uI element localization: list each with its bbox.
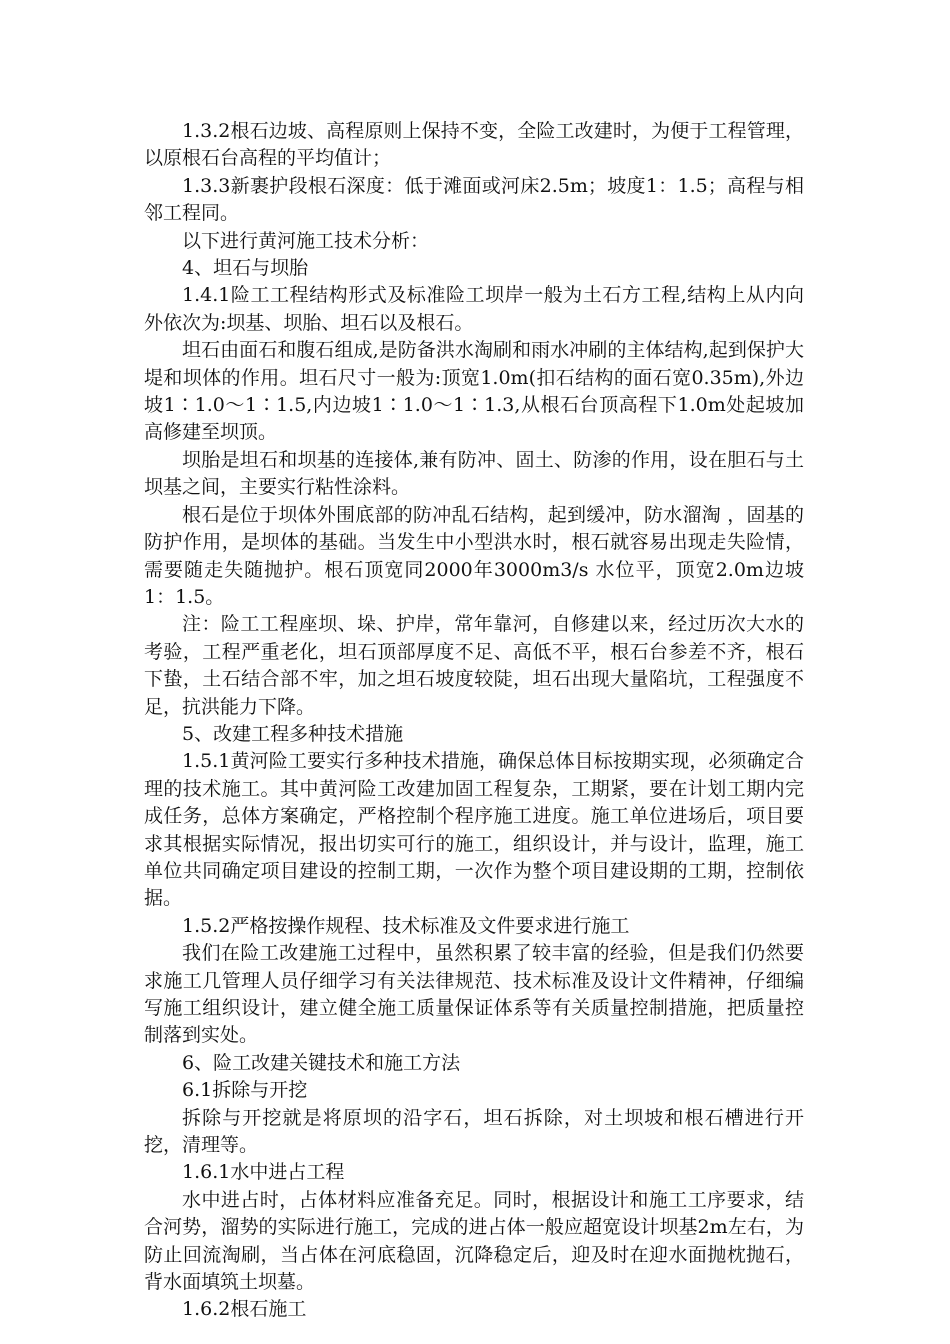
paragraph-1-3-2: 1.3.2根石边坡、高程原则上保持不变，全险工改建时，为便于工程管理，以原根石台高程的平均值计； (144, 120, 804, 170)
subheading-1-6-1: 1.6.1水中进占工程 (182, 1161, 345, 1184)
paragraph-water-advance: 水中进占时，占体材料应准备充足。同时，根据设计和施工工序要求，结合河势，溜势的实际进行施工，完成的进占体一般应超宽设计坝基2m左右，为防止回流淘刷，当占体在河底稳固，沉降稳定后，迎及时在迎水面抛枕抛石，背水面填筑土坝墓。 (144, 1188, 804, 1294)
paragraph-note: 注：险工工程座坝、垛、护岸，常年靠河，自修建以来，经过历次大水的考验，工程严重老化，坦石顶部厚度不足、高低不平，根石台参差不齐，根石下蛰，土石结合部不牢，加之坦石坡度较陡，坦石出现大量陷坑，工程强度不足，抗洪能力下降。 (144, 613, 804, 718)
section-heading-5: 5、改建工程多种技术措施 (182, 722, 404, 745)
paragraph-1-5-2: 1.5.2严格按操作规程、技术标准及文件要求进行施工 (182, 914, 630, 937)
subheading-6-1: 6.1拆除与开挖 (182, 1079, 308, 1102)
paragraph-genshi: 根石是位于坝体外围底部的防冲乱石结构，起到缓冲，防水溜淘 ，固基的防护作用，是坝体的基础。当发生中小型洪水时，根石就容易出现走失险情，需要随走失随抛护。根石顶宽同2000年3000m3/s 水位平，顶宽2.0m边坡1：1.5。 (144, 503, 804, 608)
document-page (144, 118, 804, 1324)
section-heading-4: 4、坦石与坝胎 (182, 257, 309, 280)
paragraph-1-4-1: 1.4.1险工工程结构形式及标准险工坝岸一般为土石方工程,结构上从内向外依次为:坝基、坝胎、坦石以及根石。 (144, 284, 804, 334)
paragraph-experience: 我们在险工改建施工过程中，虽然积累了较丰富的经验，但是我们仍然要求施工几管理人员仔细学习有关法律规范、技术标准及设计文件精神，仔细编写施工组织设计，建立健全施工质量保证体系等有关质量控制措施，把质量控制落到实处。 (144, 942, 804, 1047)
subheading-1-6-2: 1.6.2根石施工 (182, 1298, 307, 1321)
paragraph-1-5-1: 1.5.1黄河险工要实行多种技术措施，确保总体目标按期实现，必须确定合理的技术施工。其中黄河险工改建加固工程复杂，工期紧，要在计划工期内完成任务，总体方案确定，严格控制个程序施工进度。施工单位进场后，项目要求其根据实际情况，报出切实可行的施工，组织设计，并与设计，监理，施工单位共同确定项目建设的控制工期，一次作为整个项目建设期的工期，控制依据。 (144, 750, 804, 910)
paragraph-tanshi: 坦石由面石和腹石组成,是防备洪水淘刷和雨水冲刷的主体结构,起到保护大堤和坝体的作用。坦石尺寸一般为:顶宽1.0m(扣石结构的面石宽0.35m),外边坡1∶1.0～1∶1.5,内边坡1∶1.0～1∶1.3,从根石台顶高程下1.0m处起坡加高修建至坝顶。 (144, 339, 804, 444)
paragraph-intro-analysis: 以下进行黄河施工技术分析： (182, 229, 430, 252)
section-heading-6: 6、险工改建关键技术和施工方法 (182, 1051, 461, 1074)
paragraph-1-3-3: 1.3.3新裹护段根石深度：低于滩面或河床2.5m；坡度1：1.5；高程与相邻工程同。 (144, 174, 804, 225)
paragraph-batai: 坝胎是坦石和坝基的连接体,兼有防冲、固土、防渗的作用，设在胆石与土坝基之间，主要实行粘性涂料。 (144, 448, 804, 499)
paragraph-demolition: 拆除与开挖就是将原坝的沿字石，坦石拆除，对土坝坡和根石槽进行开挖，清理等。 (144, 1106, 804, 1157)
